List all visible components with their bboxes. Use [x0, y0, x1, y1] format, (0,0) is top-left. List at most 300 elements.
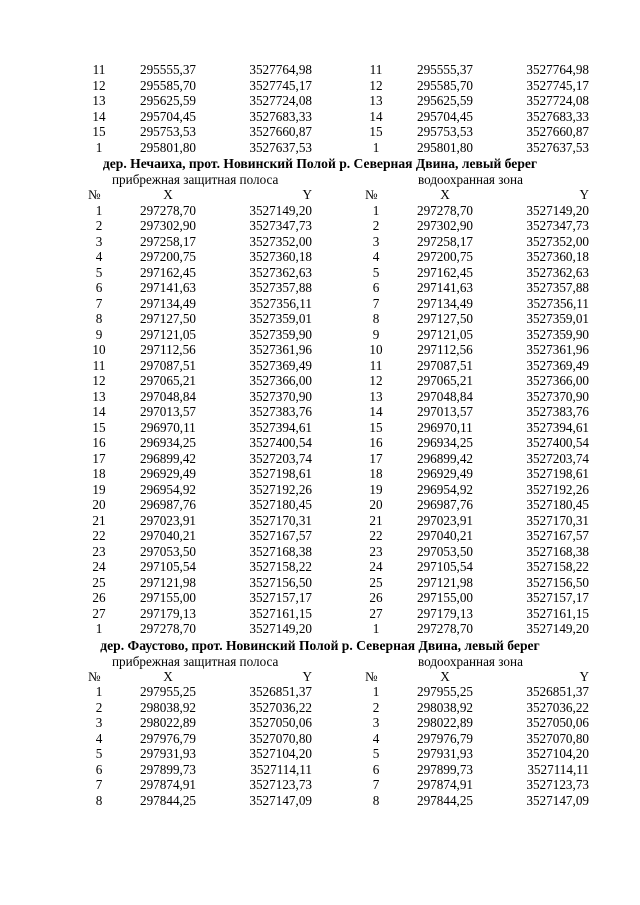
table-row — [88, 606, 320, 622]
coord-x: 297179,13 — [139, 605, 197, 621]
table-row — [88, 93, 320, 109]
point-number: 6 — [372, 280, 380, 295]
table-row — [365, 746, 597, 762]
point-number: 10 — [92, 342, 106, 357]
coord-x: 297200,75 — [416, 249, 474, 264]
coord-y: 3527637,53 — [249, 139, 312, 155]
coord-x: 297023,91 — [139, 512, 197, 528]
table-row — [365, 218, 597, 234]
point-number: 6 — [372, 761, 380, 777]
table-header-row — [365, 187, 597, 203]
point-number: 14 — [92, 404, 106, 419]
coord-y: 3527050,06 — [526, 715, 589, 730]
table-row — [88, 109, 320, 125]
coord-x: 297874,91 — [139, 777, 197, 792]
coord-y: 3527050,06 — [249, 715, 312, 730]
coord-y: 3527104,20 — [526, 746, 589, 761]
point-number: 9 — [95, 326, 103, 342]
coord-x: 297121,05 — [416, 326, 474, 342]
table-row — [88, 793, 320, 809]
point-number: 6 — [95, 761, 103, 777]
coord-y: 3527347,73 — [526, 218, 589, 233]
point-number: 15 — [369, 124, 383, 139]
point-number: 26 — [92, 590, 106, 605]
coord-y: 3527036,22 — [526, 699, 589, 715]
coord-y: 3527198,61 — [526, 466, 589, 481]
subtitle-coastal-strip: прибрежная защитная полоса — [112, 172, 279, 187]
coord-y: 3527370,90 — [249, 388, 312, 404]
coord-x: 297955,25 — [416, 684, 474, 699]
table-row — [88, 358, 320, 374]
point-number: 23 — [369, 543, 383, 559]
point-number: 21 — [92, 512, 106, 528]
coord-x: 297141,63 — [416, 280, 474, 295]
point-number: 12 — [92, 373, 106, 388]
table-header-row — [88, 187, 320, 203]
coord-x: 297105,54 — [416, 559, 474, 574]
table-row — [88, 435, 320, 451]
coord-x: 297931,93 — [416, 746, 474, 761]
subtitle-water-protection-zone: водоохранная зона — [418, 172, 523, 187]
column-header-number: № — [88, 668, 101, 684]
point-number: 12 — [369, 77, 383, 93]
point-number: 1 — [372, 621, 380, 636]
coord-y: 3527745,17 — [249, 77, 312, 93]
coord-x: 297844,25 — [416, 792, 474, 808]
point-number: 11 — [92, 62, 106, 77]
point-number: 5 — [372, 264, 380, 280]
coord-x: 297134,49 — [416, 295, 474, 311]
column-header-x: X — [440, 187, 450, 202]
point-number: 5 — [95, 264, 103, 280]
table-row — [365, 311, 597, 327]
coord-x: 297087,51 — [139, 357, 197, 373]
coord-y: 3527123,73 — [249, 777, 312, 792]
coord-y: 3527168,38 — [249, 543, 312, 559]
coord-y: 3526851,37 — [526, 684, 589, 699]
coord-y: 3527192,26 — [526, 481, 589, 497]
coord-x: 296970,11 — [140, 419, 196, 435]
point-number: 1 — [95, 139, 103, 155]
coord-y: 3527070,80 — [526, 730, 589, 746]
table-row — [88, 373, 320, 389]
table-row — [365, 78, 597, 94]
coord-y: 3527156,50 — [249, 574, 312, 590]
coord-x: 295801,80 — [416, 139, 474, 155]
point-number: 17 — [369, 450, 383, 466]
coord-y: 3527167,57 — [249, 528, 312, 543]
table-row — [365, 482, 597, 498]
coord-y: 3527352,00 — [249, 233, 312, 249]
coord-y: 3527104,20 — [249, 746, 312, 761]
coord-x: 297053,50 — [416, 543, 474, 559]
point-number: 26 — [369, 590, 383, 605]
coord-y: 3527149,20 — [249, 621, 312, 636]
table-row — [88, 700, 320, 716]
coord-y: 3527149,20 — [249, 202, 312, 218]
coord-y: 3527745,17 — [526, 77, 589, 93]
coord-y: 3527369,49 — [249, 357, 312, 373]
coord-x: 296970,11 — [417, 419, 473, 435]
coord-y: 3527123,73 — [526, 777, 589, 792]
right-column-continuation-table — [365, 62, 597, 155]
coord-x: 297121,98 — [139, 574, 197, 590]
point-number: 22 — [92, 528, 106, 543]
table-row — [88, 124, 320, 140]
column-header-y: Y — [302, 187, 312, 202]
table-row — [365, 280, 597, 296]
table-row — [88, 234, 320, 250]
coord-x: 297040,21 — [416, 528, 474, 543]
point-number: 7 — [95, 777, 103, 792]
coord-x: 297013,57 — [416, 404, 474, 419]
coord-y: 3527168,38 — [526, 543, 589, 559]
table-row — [365, 559, 597, 575]
point-number: 18 — [92, 466, 106, 481]
coord-y: 3527360,18 — [249, 249, 312, 264]
coord-y: 3527357,88 — [526, 280, 589, 295]
coord-y: 3527637,53 — [526, 139, 589, 155]
point-number: 17 — [92, 450, 106, 466]
coord-x: 296934,25 — [139, 435, 197, 450]
point-number: 3 — [95, 715, 103, 730]
coord-x: 297955,25 — [139, 684, 197, 699]
point-number: 22 — [369, 528, 383, 543]
coord-x: 296987,76 — [139, 497, 197, 512]
point-number: 4 — [95, 730, 103, 746]
coord-y: 3527149,20 — [526, 202, 589, 218]
coord-y: 3527724,08 — [526, 93, 589, 108]
coord-x: 295625,59 — [139, 93, 197, 108]
coord-x: 298038,92 — [416, 699, 474, 715]
point-number: 24 — [369, 559, 383, 574]
subtitle-coastal-strip: прибрежная защитная полоса — [112, 653, 279, 669]
table-row — [88, 389, 320, 405]
coord-y: 3527361,96 — [249, 342, 312, 357]
point-number: 4 — [95, 249, 103, 264]
coord-y: 3527359,01 — [249, 311, 312, 326]
coord-y: 3527359,01 — [526, 311, 589, 326]
table-row — [88, 62, 320, 78]
coord-y: 3527198,61 — [249, 466, 312, 481]
point-number: 2 — [372, 699, 380, 715]
table-row — [365, 342, 597, 358]
coord-y: 3527114,11 — [250, 761, 312, 777]
table-row — [365, 389, 597, 405]
coord-x: 295753,53 — [139, 124, 197, 139]
coord-x: 297127,50 — [139, 311, 197, 326]
coord-x: 297127,50 — [416, 311, 474, 326]
coord-x: 295625,59 — [416, 93, 474, 108]
table-row — [88, 590, 320, 606]
coord-x: 297121,05 — [139, 326, 197, 342]
table-row — [365, 762, 597, 778]
column-header-y: Y — [579, 668, 589, 684]
coord-x: 295585,70 — [139, 77, 197, 93]
coord-x: 297105,54 — [139, 559, 197, 574]
subtitle-water-protection-zone: водоохранная зона — [418, 653, 523, 669]
coord-y: 3527764,98 — [526, 62, 589, 77]
coord-x: 297258,17 — [139, 233, 197, 249]
coord-x: 296929,49 — [139, 466, 197, 481]
table-row — [88, 466, 320, 482]
point-number: 7 — [372, 777, 380, 792]
point-number: 21 — [369, 512, 383, 528]
coord-x: 297844,25 — [139, 792, 197, 808]
coord-x: 297976,79 — [416, 730, 474, 746]
table-row — [365, 327, 597, 343]
point-number: 7 — [95, 295, 103, 311]
table-row — [88, 218, 320, 234]
table-row — [365, 435, 597, 451]
table-row — [365, 621, 597, 637]
coord-x: 296899,42 — [416, 450, 474, 466]
coord-x: 297040,21 — [139, 528, 197, 543]
table-row — [365, 700, 597, 716]
table-row — [365, 513, 597, 529]
coord-y: 3527157,17 — [526, 590, 589, 605]
point-number: 3 — [372, 715, 380, 730]
coord-x: 295555,37 — [416, 62, 474, 77]
point-number: 5 — [372, 746, 380, 761]
coord-x: 297162,45 — [139, 264, 197, 280]
coord-y: 3527400,54 — [249, 435, 312, 450]
column-header-y: Y — [579, 187, 589, 202]
table-row — [88, 528, 320, 544]
coord-x: 297087,51 — [416, 357, 474, 373]
table-row — [365, 715, 597, 731]
coord-x: 297278,70 — [139, 202, 197, 218]
coord-x: 297141,63 — [139, 280, 197, 295]
coord-y: 3527362,63 — [526, 264, 589, 280]
table-row — [88, 513, 320, 529]
coord-y: 3527357,88 — [249, 280, 312, 295]
point-number: 18 — [369, 466, 383, 481]
point-number: 24 — [92, 559, 106, 574]
table-row — [365, 358, 597, 374]
column-header-number: № — [88, 187, 101, 202]
coord-y: 3527147,09 — [249, 792, 312, 808]
coord-y: 3527366,00 — [526, 373, 589, 388]
table-row — [88, 575, 320, 591]
coord-y: 3527764,98 — [249, 62, 312, 77]
coord-x: 297899,73 — [416, 761, 474, 777]
table-row — [365, 420, 597, 436]
coord-y: 3527356,11 — [249, 295, 312, 311]
coord-y: 3527366,00 — [249, 373, 312, 388]
coord-y: 3527660,87 — [526, 124, 589, 139]
point-number: 6 — [95, 280, 103, 295]
coord-x: 296929,49 — [416, 466, 474, 481]
point-number: 15 — [92, 419, 106, 435]
column-header-x: X — [440, 668, 450, 684]
column-header-number: № — [365, 187, 378, 202]
point-number: 16 — [369, 435, 383, 450]
coord-y: 3527149,20 — [526, 621, 589, 636]
point-number: 14 — [369, 404, 383, 419]
coord-y: 3527370,90 — [526, 388, 589, 404]
coord-x: 297976,79 — [139, 730, 197, 746]
table-row — [88, 327, 320, 343]
point-number: 11 — [369, 357, 383, 373]
table-row — [365, 404, 597, 420]
coord-x: 295753,53 — [416, 124, 474, 139]
point-number: 3 — [372, 233, 380, 249]
point-number: 27 — [92, 605, 106, 621]
column-header-number: № — [365, 668, 378, 684]
coord-x: 298038,92 — [139, 699, 197, 715]
point-number: 14 — [92, 108, 106, 124]
coord-y: 3527070,80 — [249, 730, 312, 746]
table-row — [365, 62, 597, 78]
column-header-x: X — [163, 668, 173, 684]
coord-y: 3527361,96 — [526, 342, 589, 357]
point-number: 20 — [92, 497, 106, 512]
coord-y: 3527203,74 — [249, 450, 312, 466]
table-row — [365, 140, 597, 156]
point-number: 5 — [95, 746, 103, 761]
point-number: 20 — [369, 497, 383, 512]
coord-x: 297162,45 — [416, 264, 474, 280]
coord-y: 3527180,45 — [249, 497, 312, 512]
coord-y: 3527158,22 — [526, 559, 589, 574]
coord-x: 295555,37 — [139, 62, 197, 77]
point-number: 13 — [369, 93, 383, 108]
table-header-row — [88, 669, 320, 685]
coord-y: 3527347,73 — [249, 218, 312, 233]
coord-y: 3527660,87 — [249, 124, 312, 139]
point-number: 19 — [369, 481, 383, 497]
coord-y: 3527724,08 — [249, 93, 312, 108]
coord-x: 295585,70 — [416, 77, 474, 93]
coord-x: 296987,76 — [416, 497, 474, 512]
point-number: 8 — [372, 792, 380, 808]
table-row — [365, 466, 597, 482]
point-number: 13 — [369, 388, 383, 404]
table-row — [365, 684, 597, 700]
table-header-row — [365, 669, 597, 685]
coord-x: 296899,42 — [139, 450, 197, 466]
coord-y: 3527170,31 — [526, 512, 589, 528]
coord-y: 3527036,22 — [249, 699, 312, 715]
coord-y: 3527400,54 — [526, 435, 589, 450]
point-number: 12 — [92, 77, 106, 93]
coord-x: 297112,56 — [140, 342, 196, 357]
table-row — [365, 109, 597, 125]
coord-x: 297023,91 — [416, 512, 474, 528]
table-row — [365, 606, 597, 622]
coord-x: 296934,25 — [416, 435, 474, 450]
point-number: 14 — [369, 108, 383, 124]
table-row — [88, 420, 320, 436]
table-row — [88, 140, 320, 156]
table-row — [365, 373, 597, 389]
table-row — [365, 234, 597, 250]
table-row — [365, 265, 597, 281]
coord-y: 3527203,74 — [526, 450, 589, 466]
coord-y: 3527157,17 — [249, 590, 312, 605]
point-number: 27 — [369, 605, 383, 621]
table-row — [88, 311, 320, 327]
point-number: 1 — [372, 684, 380, 699]
coord-y: 3527394,61 — [249, 419, 312, 435]
coord-x: 295801,80 — [139, 139, 197, 155]
table-row — [88, 544, 320, 560]
point-number: 1 — [95, 202, 103, 218]
coord-x: 297302,90 — [139, 218, 197, 233]
point-number: 11 — [369, 62, 383, 77]
point-number: 4 — [372, 249, 380, 264]
coord-x: 297013,57 — [139, 404, 197, 419]
coord-y: 3527352,00 — [526, 233, 589, 249]
point-number: 25 — [369, 574, 383, 590]
table-row — [88, 249, 320, 265]
coord-x: 297278,70 — [139, 621, 197, 636]
table-row — [365, 793, 597, 809]
coord-x: 297302,90 — [416, 218, 474, 233]
coord-y: 3527158,22 — [249, 559, 312, 574]
point-number: 3 — [95, 233, 103, 249]
table-row — [88, 746, 320, 762]
column-header-x: X — [163, 187, 173, 202]
point-number: 4 — [372, 730, 380, 746]
coord-x: 296954,92 — [139, 481, 197, 497]
coord-x: 295704,45 — [416, 108, 474, 124]
point-number: 13 — [92, 93, 106, 108]
table-row — [88, 684, 320, 700]
point-number: 23 — [92, 543, 106, 559]
table-row — [88, 78, 320, 94]
coord-y: 3527180,45 — [526, 497, 589, 512]
table-row — [365, 203, 597, 219]
coord-y: 3527362,63 — [249, 264, 312, 280]
point-number: 10 — [369, 342, 383, 357]
coord-y: 3527394,61 — [526, 419, 589, 435]
table-row — [365, 777, 597, 793]
point-number: 8 — [95, 792, 103, 808]
coord-y: 3527359,90 — [249, 326, 312, 342]
point-number: 2 — [95, 218, 103, 233]
coord-x: 297065,21 — [139, 373, 197, 388]
coord-x: 297200,75 — [139, 249, 197, 264]
coord-y: 3527167,57 — [526, 528, 589, 543]
coord-y: 3527369,49 — [526, 357, 589, 373]
table-row — [365, 93, 597, 109]
left-column-coordinates-table-1 — [88, 187, 320, 637]
table-row — [88, 296, 320, 312]
coord-x: 297053,50 — [139, 543, 197, 559]
table-row — [88, 777, 320, 793]
table-row — [365, 731, 597, 747]
coord-x: 297048,84 — [139, 388, 197, 404]
point-number: 1 — [372, 139, 380, 155]
point-number: 15 — [92, 124, 106, 139]
coord-x: 297065,21 — [416, 373, 474, 388]
coord-y: 3527161,15 — [249, 605, 312, 621]
point-number: 19 — [92, 481, 106, 497]
coord-x: 297179,13 — [416, 605, 474, 621]
point-number: 2 — [372, 218, 380, 233]
coord-x: 298022,89 — [139, 715, 197, 730]
left-column-continuation-table — [88, 62, 320, 155]
right-column-coordinates-table-2 — [365, 669, 597, 809]
coord-x: 297278,70 — [416, 202, 474, 218]
coord-y: 3526851,37 — [249, 684, 312, 699]
left-column-coordinates-table-2 — [88, 669, 320, 809]
table-row — [88, 451, 320, 467]
table-row — [88, 342, 320, 358]
coord-y: 3527114,11 — [527, 761, 589, 777]
